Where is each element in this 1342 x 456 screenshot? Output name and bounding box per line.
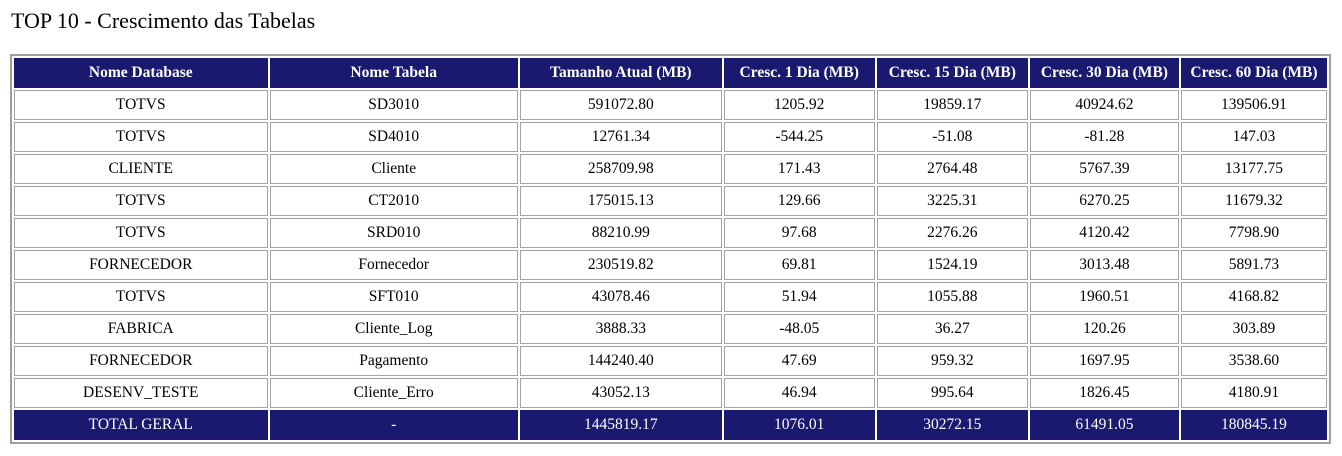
cell-cresc-1-dia-mb: -48.05: [724, 314, 875, 344]
cell-cresc-60-dia-mb: 7798.90: [1181, 218, 1327, 248]
cell-nome-tabela: Pagamento: [270, 346, 518, 376]
cell-cresc-30-dia-mb: 4120.42: [1030, 218, 1179, 248]
cell-nome-tabela: SFT010: [270, 282, 518, 312]
column-header-cresc-15-dia-mb: Cresc. 15 Dia (MB): [877, 58, 1028, 88]
column-header-cresc-30-dia-mb: Cresc. 30 Dia (MB): [1030, 58, 1179, 88]
cell-nome-database: TOTVS: [14, 186, 268, 216]
cell-nome-tabela: Cliente_Erro: [270, 378, 518, 408]
cell-tamanho-atual-mb: 43078.46: [520, 282, 722, 312]
cell-cresc-1-dia-mb: 171.43: [724, 154, 875, 184]
cell-cresc-1-dia-mb: -544.25: [724, 122, 875, 152]
column-header-nome-tabela: Nome Tabela: [270, 58, 518, 88]
total-cell-cresc-60-dia-mb: 180845.19: [1181, 410, 1327, 440]
cell-nome-database: TOTVS: [14, 122, 268, 152]
column-header-cresc-1-dia-mb: Cresc. 1 Dia (MB): [724, 58, 875, 88]
cell-cresc-60-dia-mb: 303.89: [1181, 314, 1327, 344]
cell-nome-tabela: Cliente_Log: [270, 314, 518, 344]
cell-cresc-1-dia-mb: 97.68: [724, 218, 875, 248]
cell-cresc-60-dia-mb: 4180.91: [1181, 378, 1327, 408]
cell-nome-tabela: SD3010: [270, 90, 518, 120]
column-header-nome-database: Nome Database: [14, 58, 268, 88]
cell-cresc-30-dia-mb: 120.26: [1030, 314, 1179, 344]
cell-tamanho-atual-mb: 43052.13: [520, 378, 722, 408]
table-row: [14, 154, 1327, 184]
cell-cresc-15-dia-mb: 1524.19: [877, 250, 1028, 280]
cell-cresc-15-dia-mb: 36.27: [877, 314, 1028, 344]
cell-cresc-60-dia-mb: 13177.75: [1181, 154, 1327, 184]
total-cell-cresc-30-dia-mb: 61491.05: [1030, 410, 1179, 440]
cell-cresc-30-dia-mb: 40924.62: [1030, 90, 1179, 120]
cell-cresc-60-dia-mb: 5891.73: [1181, 250, 1327, 280]
total-cell-nome-database: TOTAL GERAL: [14, 410, 268, 440]
cell-cresc-1-dia-mb: 129.66: [724, 186, 875, 216]
table-growth-top10: [10, 54, 1331, 444]
table-row: [14, 282, 1327, 312]
table-row: [14, 122, 1327, 152]
cell-cresc-15-dia-mb: 959.32: [877, 346, 1028, 376]
cell-cresc-30-dia-mb: 3013.48: [1030, 250, 1179, 280]
cell-nome-database: TOTVS: [14, 282, 268, 312]
cell-tamanho-atual-mb: 258709.98: [520, 154, 722, 184]
cell-nome-database: FORNECEDOR: [14, 346, 268, 376]
table-row: [14, 186, 1327, 216]
cell-cresc-1-dia-mb: 46.94: [724, 378, 875, 408]
table-row: [14, 378, 1327, 408]
table-row: [14, 90, 1327, 120]
cell-tamanho-atual-mb: 175015.13: [520, 186, 722, 216]
table-row: [14, 346, 1327, 376]
table-row: [14, 218, 1327, 248]
cell-tamanho-atual-mb: 144240.40: [520, 346, 722, 376]
cell-cresc-15-dia-mb: 3225.31: [877, 186, 1028, 216]
cell-cresc-30-dia-mb: -81.28: [1030, 122, 1179, 152]
cell-tamanho-atual-mb: 12761.34: [520, 122, 722, 152]
cell-nome-database: CLIENTE: [14, 154, 268, 184]
cell-nome-tabela: SD4010: [270, 122, 518, 152]
total-cell-cresc-15-dia-mb: 30272.15: [877, 410, 1028, 440]
cell-cresc-15-dia-mb: 995.64: [877, 378, 1028, 408]
cell-cresc-1-dia-mb: 47.69: [724, 346, 875, 376]
table-header-row: [14, 58, 1327, 88]
cell-nome-database: DESENV_TESTE: [14, 378, 268, 408]
cell-cresc-60-dia-mb: 11679.32: [1181, 186, 1327, 216]
cell-tamanho-atual-mb: 88210.99: [520, 218, 722, 248]
column-header-cresc-60-dia-mb: Cresc. 60 Dia (MB): [1181, 58, 1327, 88]
cell-cresc-30-dia-mb: 1960.51: [1030, 282, 1179, 312]
cell-cresc-30-dia-mb: 5767.39: [1030, 154, 1179, 184]
cell-tamanho-atual-mb: 591072.80: [520, 90, 722, 120]
cell-cresc-15-dia-mb: 19859.17: [877, 90, 1028, 120]
cell-cresc-30-dia-mb: 1826.45: [1030, 378, 1179, 408]
cell-cresc-15-dia-mb: -51.08: [877, 122, 1028, 152]
cell-cresc-15-dia-mb: 2764.48: [877, 154, 1028, 184]
cell-cresc-1-dia-mb: 1205.92: [724, 90, 875, 120]
cell-nome-tabela: CT2010: [270, 186, 518, 216]
cell-nome-database: TOTVS: [14, 90, 268, 120]
cell-nome-tabela: SRD010: [270, 218, 518, 248]
cell-tamanho-atual-mb: 230519.82: [520, 250, 722, 280]
cell-cresc-60-dia-mb: 139506.91: [1181, 90, 1327, 120]
cell-tamanho-atual-mb: 3888.33: [520, 314, 722, 344]
cell-nome-database: FORNECEDOR: [14, 250, 268, 280]
cell-cresc-60-dia-mb: 147.03: [1181, 122, 1327, 152]
table-row: [14, 314, 1327, 344]
table-row: [14, 250, 1327, 280]
cell-cresc-15-dia-mb: 1055.88: [877, 282, 1028, 312]
page-title: TOP 10 - Crescimento das Tabelas: [11, 8, 316, 33]
column-header-tamanho-atual-mb: Tamanho Atual (MB): [520, 58, 722, 88]
cell-cresc-60-dia-mb: 3538.60: [1181, 346, 1327, 376]
total-cell-nome-tabela: -: [270, 410, 518, 440]
cell-nome-tabela: Fornecedor: [270, 250, 518, 280]
cell-cresc-60-dia-mb: 4168.82: [1181, 282, 1327, 312]
cell-nome-database: TOTVS: [14, 218, 268, 248]
cell-nome-tabela: Cliente: [270, 154, 518, 184]
total-cell-cresc-1-dia-mb: 1076.01: [724, 410, 875, 440]
table-total-row: [14, 410, 1327, 440]
total-cell-tamanho-atual-mb: 1445819.17: [520, 410, 722, 440]
cell-nome-database: FABRICA: [14, 314, 268, 344]
cell-cresc-15-dia-mb: 2276.26: [877, 218, 1028, 248]
cell-cresc-1-dia-mb: 69.81: [724, 250, 875, 280]
cell-cresc-30-dia-mb: 1697.95: [1030, 346, 1179, 376]
cell-cresc-30-dia-mb: 6270.25: [1030, 186, 1179, 216]
cell-cresc-1-dia-mb: 51.94: [724, 282, 875, 312]
